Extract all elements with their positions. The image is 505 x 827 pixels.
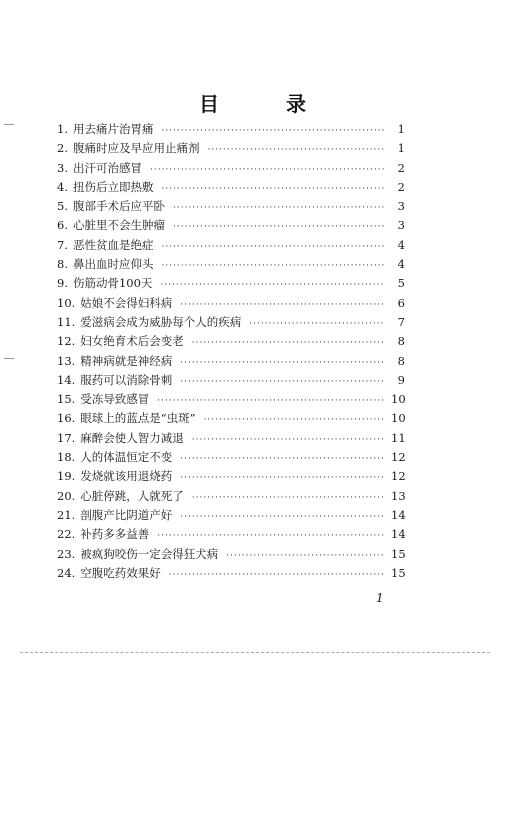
toc-entry-number: 12. xyxy=(57,334,76,349)
toc-entry xyxy=(57,120,405,139)
toc-entry-number: 2. xyxy=(57,141,68,156)
toc-entry-title: 心脏里不会生肿瘤 xyxy=(72,218,165,233)
toc-entry xyxy=(57,487,405,506)
toc-entry-page: 11 xyxy=(391,430,406,445)
toc-entry-number: 20. xyxy=(57,488,76,503)
toc-entry-number: 19. xyxy=(57,469,76,484)
toc-entry xyxy=(57,274,405,293)
toc-entry-page: 14 xyxy=(391,527,406,542)
toc-entry-number: 23. xyxy=(57,546,76,561)
toc-leader-dots xyxy=(180,469,385,488)
toc-leader-dots xyxy=(161,238,385,257)
toc-entry-number: 3. xyxy=(57,160,68,175)
toc-entry-number: 13. xyxy=(57,353,76,368)
toc-leader-dots xyxy=(207,141,385,160)
page-number: 1 xyxy=(376,591,384,605)
toc-entry-page: 14 xyxy=(391,507,406,522)
toc-entry-title: 伤筋动骨100天 xyxy=(72,276,153,291)
toc-leader-dots xyxy=(160,276,385,295)
toc-entry-number: 5. xyxy=(57,199,68,214)
toc-leader-dots xyxy=(180,354,385,373)
toc-entry xyxy=(57,313,405,332)
toc-entry xyxy=(57,525,405,544)
toc-entry-page: 6 xyxy=(397,295,405,310)
toc-entry xyxy=(57,294,405,313)
toc-leader-dots xyxy=(173,199,385,218)
toc-leader-dots xyxy=(192,431,385,450)
toc-entry-page: 8 xyxy=(397,334,405,349)
toc-entry-title: 发烧就该用退烧药 xyxy=(80,469,173,484)
toc-entry-title: 出汗可治感冒 xyxy=(72,160,142,175)
toc-entry-title: 腹部手术后应平卧 xyxy=(72,199,165,214)
toc-entry xyxy=(57,506,405,525)
toc-entry-page: 10 xyxy=(391,392,406,407)
margin-mark xyxy=(4,124,14,125)
toc-entry-page: 4 xyxy=(397,257,405,272)
bottom-rule xyxy=(20,652,490,653)
toc-entry xyxy=(57,332,405,351)
toc-entry-number: 16. xyxy=(57,411,76,426)
toc-entry-page: 9 xyxy=(397,372,405,387)
toc-entry-title: 眼球上的蓝点是“虫斑” xyxy=(80,411,196,426)
toc-leader-dots xyxy=(192,334,385,353)
toc-entry xyxy=(57,159,405,178)
toc-entry-number: 8. xyxy=(57,257,68,272)
toc-entry xyxy=(57,216,405,235)
toc-leader-dots xyxy=(161,180,385,199)
toc-entry-title: 姑娘不会得妇科病 xyxy=(80,295,173,310)
toc-leader-dots xyxy=(169,566,385,585)
toc-entry-page: 13 xyxy=(391,488,406,503)
toc-leader-dots xyxy=(226,547,385,566)
toc-leader-dots xyxy=(161,257,385,276)
toc-entry-page: 15 xyxy=(391,565,406,580)
toc-entry xyxy=(57,197,405,216)
toc-entry xyxy=(57,409,405,428)
toc-entry-number: 17. xyxy=(57,430,76,445)
toc-entry xyxy=(57,545,405,564)
margin-mark xyxy=(4,358,14,359)
toc-entry-page: 15 xyxy=(391,546,406,561)
toc-entry xyxy=(57,429,405,448)
toc-leader-dots xyxy=(150,161,385,180)
toc-entry-title: 服药可以消除骨刺 xyxy=(80,372,173,387)
toc-entry-title: 剖腹产比阴道产好 xyxy=(80,507,173,522)
toc-entry-number: 21. xyxy=(57,507,76,522)
toc-entry-title: 人的体温恒定不变 xyxy=(80,450,173,465)
toc-leader-dots xyxy=(204,411,385,430)
toc-entry xyxy=(57,178,405,197)
toc-entry-page: 12 xyxy=(391,450,406,465)
toc-entry-page: 8 xyxy=(397,353,405,368)
toc-entry-number: 7. xyxy=(57,237,68,252)
toc-entry-page: 12 xyxy=(391,469,406,484)
toc-entry-number: 10. xyxy=(57,295,76,310)
toc-entry-title: 妇女绝育术后会变老 xyxy=(80,334,184,349)
toc-leader-dots xyxy=(192,489,385,508)
toc-entry-title: 鼻出血时应仰头 xyxy=(72,257,154,272)
toc-leader-dots xyxy=(180,508,385,527)
toc-entry xyxy=(57,448,405,467)
toc-entry-page: 3 xyxy=(397,218,405,233)
toc-entry xyxy=(57,236,405,255)
toc-entry-title: 受冻导致感冒 xyxy=(80,392,150,407)
toc-entry-number: 6. xyxy=(57,218,68,233)
toc-entry-page: 5 xyxy=(397,276,405,291)
toc-entry-page: 3 xyxy=(397,199,405,214)
toc-entry-number: 14. xyxy=(57,372,76,387)
toc-entry-number: 1. xyxy=(57,122,68,136)
toc-entry xyxy=(57,255,405,274)
toc-leader-dots xyxy=(180,450,385,469)
toc-entry-page: 7 xyxy=(397,314,405,329)
toc-entry-title: 补药多多益善 xyxy=(80,527,150,542)
table-of-contents xyxy=(57,120,405,583)
toc-entry-page: 1 xyxy=(397,122,405,136)
toc-entry-number: 15. xyxy=(57,392,76,407)
toc-entry-number: 11. xyxy=(57,314,76,329)
toc-entry xyxy=(57,390,405,409)
toc-leader-dots xyxy=(180,373,385,392)
toc-entry-page: 2 xyxy=(397,160,405,175)
toc-entry-title: 扭伤后立即热敷 xyxy=(72,179,154,194)
toc-entry-title: 麻醉会使人智力减退 xyxy=(80,430,184,445)
toc-entry xyxy=(57,352,405,371)
toc-entry-title: 用去痛片治胃痛 xyxy=(72,122,154,136)
toc-entry xyxy=(57,467,405,486)
toc-entry-title: 心脏停跳，人就死了 xyxy=(80,488,184,503)
toc-entry-page: 4 xyxy=(397,237,405,252)
toc-entry-number: 4. xyxy=(57,179,68,194)
toc-entry-page: 10 xyxy=(391,411,406,426)
toc-entry-number: 24. xyxy=(57,565,76,580)
toc-entry xyxy=(57,371,405,390)
toc-entry xyxy=(57,139,405,158)
toc-entry-title: 精神病就是神经病 xyxy=(80,353,173,368)
toc-entry xyxy=(57,564,405,583)
toc-entry-title: 爱滋病会成为威胁每个人的疾病 xyxy=(80,314,242,329)
toc-entry-number: 18. xyxy=(57,450,76,465)
toc-entry-title: 恶性贫血是绝症 xyxy=(72,237,154,252)
toc-heading: 目 录 xyxy=(199,92,336,116)
toc-entry-title: 腹痛时应及早应用止痛剂 xyxy=(72,141,200,156)
toc-entry-number: 9. xyxy=(57,276,68,291)
toc-leader-dots xyxy=(173,218,385,237)
toc-leader-dots xyxy=(249,315,385,334)
toc-entry-title: 空腹吃药效果好 xyxy=(80,565,161,580)
toc-entry-page: 2 xyxy=(397,179,405,194)
toc-entry-page: 1 xyxy=(397,141,405,156)
toc-entry-number: 22. xyxy=(57,527,76,542)
toc-entry-title: 被疯狗咬伤一定会得狂犬病 xyxy=(80,546,219,561)
